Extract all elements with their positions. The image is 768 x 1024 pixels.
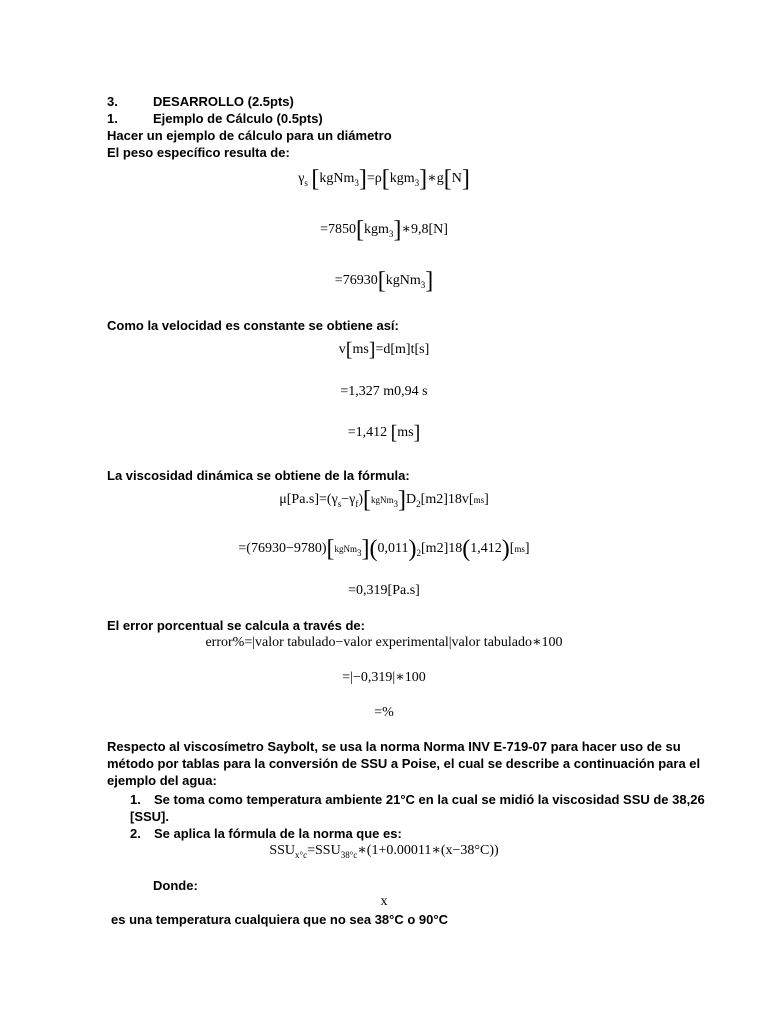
list-item-continuation: [SSU]. <box>130 809 169 824</box>
saybolt-line-1: Respecto al viscosímetro Saybolt, se usa la norma Norma INV E-719-07 para hacer uso de su <box>107 739 681 754</box>
list-item-text: Se toma como temperatura ambiente 21°C en la cual se midió la viscosidad SSU de 38,26 <box>154 792 705 807</box>
equation-specific-weight-result: =76930[kgNm$_3$] <box>334 268 434 294</box>
saybolt-line-3: ejemplo del agua: <box>107 773 217 788</box>
section-title: DESARROLLO (2.5pts) <box>153 94 294 109</box>
equation-dynamic-viscosity-substitution: $=(76930-9780)[kgNm_3](0,011)_2[m2]18(1,412)[ms]$ <box>238 536 530 562</box>
error-text: El error porcentual se calcula a través de: <box>107 618 365 633</box>
intro-line-2: El peso específico resulta de: <box>107 145 290 160</box>
subsection-number: 1. <box>107 111 118 126</box>
equation-dynamic-viscosity: $\mu[Pa.s]=(\gamma_s-\gamma_f)[kgNm_3]D_2[m2]18v[ms]$ <box>279 487 489 513</box>
section-number: 3. <box>107 94 118 109</box>
equation-error-result: =% <box>374 705 394 720</box>
list-item <box>130 792 705 808</box>
list-item <box>130 826 402 842</box>
viscosity-text: La viscosidad dinámica se obtiene de la fórmula: <box>107 468 410 483</box>
intro-line-1: Hacer un ejemplo de cálculo para un diámetro <box>107 128 392 143</box>
equation-specific-weight: $\gamma_s$ [kgNm$_3$]=ρ[kgm$_3$]∗g[N] <box>298 166 470 192</box>
equation-velocity: v[ms]=d[m]t[s] <box>338 339 430 361</box>
list-item-number: 2. <box>130 826 141 841</box>
equation-dynamic-viscosity-result: =0,319[Pa.s] <box>348 583 420 598</box>
equation-error-substitution: =|−0,319|∗100 <box>342 670 426 685</box>
equation-error-percent: error%=|valor tabulado−valor experimental|valor tabulado∗100 <box>205 635 563 650</box>
subsection-heading <box>107 111 323 127</box>
equation-specific-weight-substitution: =7850[kgm$_3$]∗9,8[N] <box>320 217 448 243</box>
velocity-text: Como la velocidad es constante se obtiene así: <box>107 318 399 333</box>
variable-x: x <box>380 894 388 909</box>
equation-ssu: $SSU_{x^\circ c}=SSU_{38^\circ c}∗(1+0.00011∗(x-38^\circ C))$ <box>269 843 499 860</box>
section-heading <box>107 94 294 110</box>
donde-label: Donde: <box>153 878 198 893</box>
saybolt-line-2: método por tablas para la conversión de SSU a Poise, el cual se describe a continuación para el <box>107 756 701 771</box>
equation-velocity-substitution: =1,327 m0,94 s <box>340 384 428 399</box>
list-item-text: Se aplica la fórmula de la norma que es: <box>154 826 402 841</box>
equation-velocity-result: =1,412 [ms] <box>347 422 421 444</box>
list-item-number: 1. <box>130 792 141 807</box>
subsection-title: Ejemplo de Cálculo (0.5pts) <box>153 111 323 126</box>
final-text: es una temperatura cualquiera que no sea 38°C o 90°C <box>111 912 448 927</box>
